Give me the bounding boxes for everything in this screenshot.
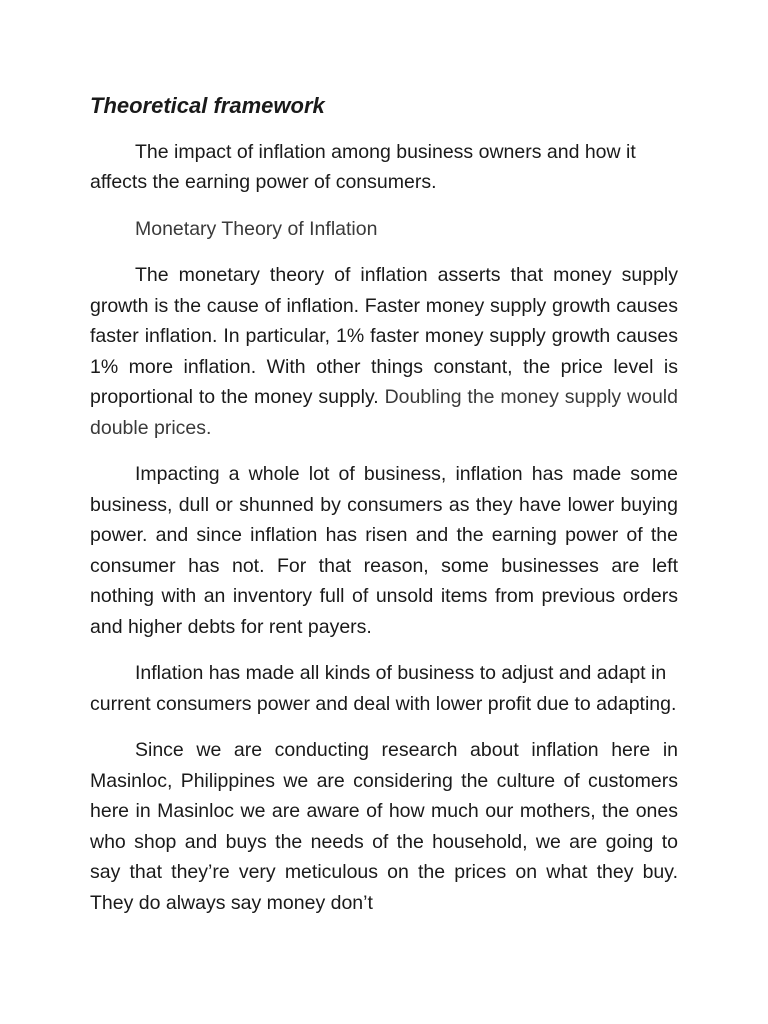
paragraph-monetary-theory-tail: Doubling the money supply would double prices.: [90, 386, 678, 439]
section-heading: Theoretical framework: [90, 93, 325, 118]
paragraph-business-impact: Impacting a whole lot of business, inflation has made some business, dull or shunned by consumers as they have lower buying power. and since inflation has risen and the earning power of the consumer has not. For that reason, some businesses are left nothing with an inventory full of unsold items from previous orders and higher debts for rent payers.: [90, 463, 678, 638]
intro-paragraph: The impact of inflation among business owners and how it affects the earning power of consumers.: [90, 140, 636, 194]
document-page: [90, 92, 678, 934]
subheading-monetary-theory: Monetary Theory of Inflation: [135, 217, 378, 240]
paragraph-monetary-theory: [90, 260, 678, 443]
paragraph-monetary-theory-main: The monetary theory of inflation asserts that money supply growth is the cause of inflation. Faster money supply growth causes faster inflation. In particular, 1% faster money supply growth causes 1% more inflation. With other things constant, the price level is proportional to the money supply.: [90, 264, 678, 409]
paragraph-masinloc-research: Since we are conducting research about inflation here in Masinloc, Philippines we are considering the culture of customers here in Masinloc we are aware of how much our mothers, the ones who shop and buys the needs of the household, we are going to say that they’re very meticulous on the prices on what they buy. They do always say money don’t: [90, 739, 678, 914]
paragraph-adaptation: Inflation has made all kinds of business to adjust and adapt in current consumers power and deal with lower profit due to adapting.: [90, 662, 677, 715]
